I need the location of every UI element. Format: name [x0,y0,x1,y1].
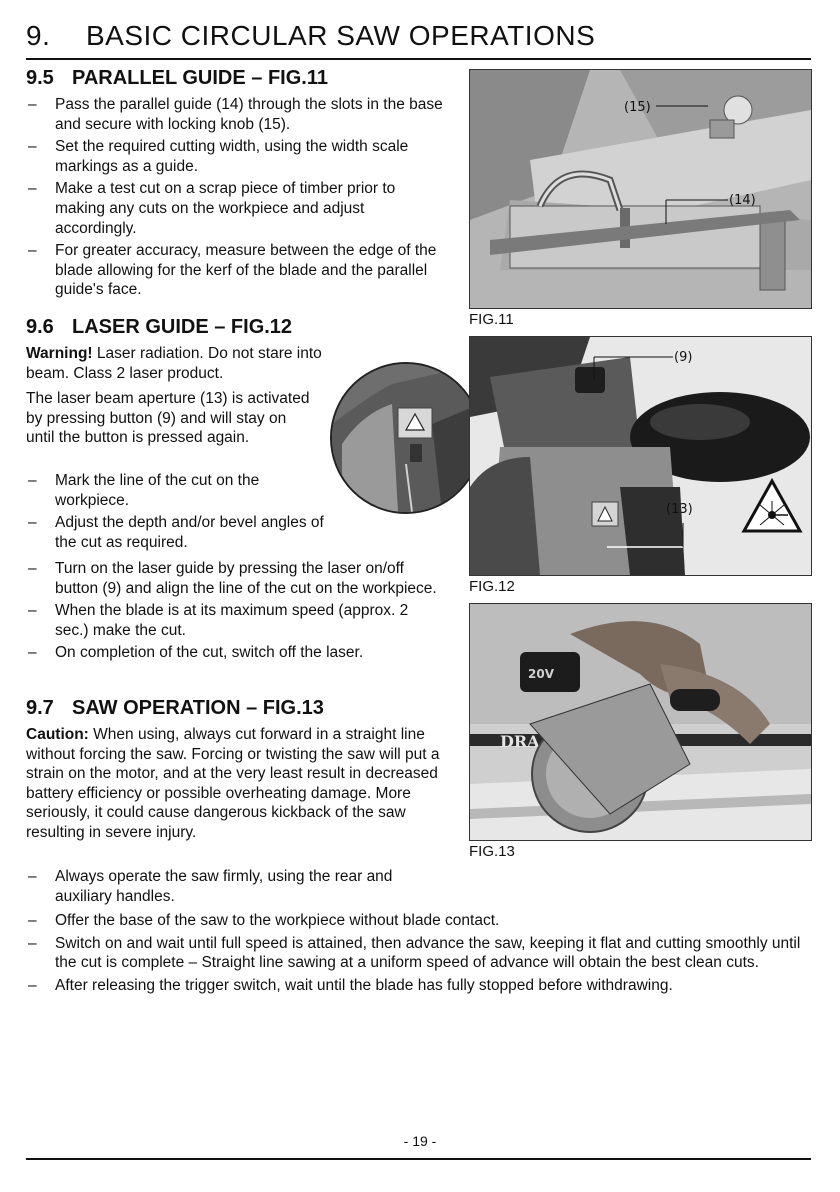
section-number: 9.6 [26,316,54,338]
laser-button-illustration [575,367,605,393]
list-item: – Turn on the laser guide by pressing the laser on/off button (9) and align the line of the cut on the workpiece. [26,559,446,598]
figure-12-laser-guide [469,336,812,576]
page-title [26,20,816,52]
list-item: – After releasing the trigger switch, wait until the blade has fully stopped before withdrawing. [26,976,816,996]
figure-13-caption: FIG.13 [469,843,515,860]
laser-warning [26,344,366,383]
section-heading-parallel-guide [26,67,328,90]
list-item: – Make a test cut on a scrap piece of timber prior to making any cuts on the workpiece and adjust accordingly. [26,179,446,238]
parallel-guide-steps [26,95,446,303]
list-item: – Offer the base of the saw to the workpiece without blade contact. [26,911,816,931]
saw-steps-narrow [26,867,446,909]
saw-steps-wide [26,911,816,998]
chapter-title: BASIC CIRCULAR SAW OPERATIONS [86,20,596,51]
callout-15: (15) [624,100,651,115]
callout-14: (14) [729,193,756,208]
warning-text: Laser radiation. Do not stare into beam. Class 2 laser product. [26,345,322,382]
list-item: – When the blade is at its maximum speed (approx. 2 sec.) make the cut. [26,601,446,640]
saw-operation-photo [470,604,811,840]
list-item: – Always operate the saw firmly, using the rear and auxiliary handles. [26,867,446,906]
list-item: – Mark the line of the cut on the workpiece. [26,471,336,510]
section-number: 9.7 [26,697,54,719]
chapter-number: 9. [26,20,51,51]
callout-9: (9) [674,350,693,365]
saw-caution [26,725,446,843]
battery-badge: 20V [528,667,554,681]
list-item: – Switch on and wait until full speed is attained, then advance the saw, keeping it flat and cutting smoothly until the cut is complete – Straight line sawing at a uniform speed of advance will obtain the best clean cuts. [26,934,816,973]
caution-text: When using, always cut forward in a straight line without forcing the saw. Forcing or twisting the saw will put a strain on the motor, and at the very least result in decreased battery efficiency or possible overheating damage. More seriously, it could cause dangerous kickback of the saw resulting in severe injury. [26,726,440,841]
laser-steps-wide [26,559,446,666]
section-heading-laser-guide [26,316,292,339]
figure-11-caption: FIG.11 [469,311,514,328]
section-title: SAW OPERATION – FIG.13 [72,697,324,719]
section-title: LASER GUIDE – FIG.12 [72,316,293,338]
section-heading-saw-operation [26,697,324,720]
laser-aperture-zoom-inset [330,362,482,514]
figure-11-parallel-guide [469,69,812,309]
section-title: PARALLEL GUIDE – FIG.11 [72,67,328,89]
footer-divider [26,1158,811,1160]
laser-aperture-closeup-image [332,364,480,512]
laser-guide-photo [470,337,811,575]
list-item: – Pass the parallel guide (14) through the slots in the base and secure with locking knob (15). [26,95,446,134]
page-number: - 19 - [403,1133,437,1149]
laser-intro: The laser beam aperture (13) is activated by pressing button (9) and will stay on until the button is pressed again. [26,390,310,447]
laser-steps-narrow [26,471,336,555]
caution-label: Caution: [26,726,89,743]
figure-13-saw-operation [469,603,812,841]
list-item: – Set the required cutting width, using the width scale markings as a guide. [26,137,446,176]
callout-13: (13) [666,502,693,517]
list-item: – Adjust the depth and/or bevel angles of the cut as required. [26,513,336,552]
list-item: – On completion of the cut, switch off the laser. [26,643,446,663]
section-number: 9.5 [26,67,54,89]
parallel-guide-photo [470,70,811,308]
header-divider [26,58,811,60]
figure-12-caption: FIG.12 [469,578,515,595]
warning-label: Warning! [26,345,93,362]
workbench-brand-text: DRA [500,732,540,751]
list-item: – For greater accuracy, measure between the edge of the blade allowing for the kerf of the blade and the parallel guide's face. [26,241,446,300]
